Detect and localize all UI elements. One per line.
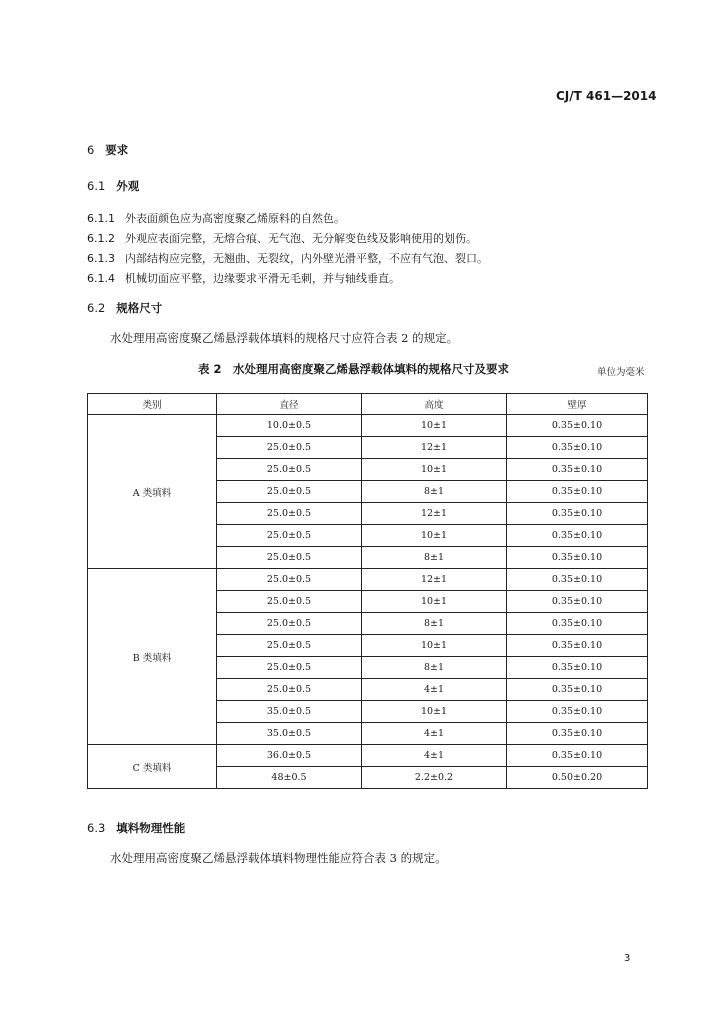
diameter-cell: 25.0±0.5 <box>217 679 362 701</box>
wall-thickness-cell: 0.35±0.10 <box>507 503 648 525</box>
section-title: 规格尺寸 <box>116 301 163 315</box>
section-6-3-heading <box>87 820 185 836</box>
wall-thickness-cell: 0.35±0.10 <box>507 591 648 613</box>
diameter-cell: 48±0.5 <box>217 767 362 789</box>
height-cell: 10±1 <box>362 525 507 547</box>
section-title: 要求 <box>105 143 129 157</box>
clause-number: 6.1.2 <box>87 232 115 245</box>
diameter-cell: 25.0±0.5 <box>217 635 362 657</box>
wall-thickness-cell: 0.35±0.10 <box>507 613 648 635</box>
clause-6-1-3 <box>87 250 488 266</box>
page-number: 3 <box>624 953 631 964</box>
section-number: 6.2 <box>87 301 106 315</box>
section-6-2-heading <box>87 300 162 316</box>
height-cell: 8±1 <box>362 657 507 679</box>
diameter-cell: 25.0±0.5 <box>217 547 362 569</box>
diameter-cell: 25.0±0.5 <box>217 481 362 503</box>
height-cell: 12±1 <box>362 503 507 525</box>
standard-code: CJ/T 461—2014 <box>556 89 657 103</box>
section-6-1-heading <box>87 178 139 194</box>
table-row <box>88 569 648 591</box>
wall-thickness-cell: 0.50±0.20 <box>507 767 648 789</box>
diameter-cell: 25.0±0.5 <box>217 657 362 679</box>
diameter-cell: 10.0±0.5 <box>217 415 362 437</box>
table-2-caption: 表 2 水处理用高密度聚乙烯悬浮载体填料的规格尺寸及要求 <box>198 362 510 376</box>
header-height: 高度 <box>362 394 507 415</box>
section-title: 填料物理性能 <box>116 821 186 835</box>
header-category: 类别 <box>88 394 217 415</box>
wall-thickness-cell: 0.35±0.10 <box>507 481 648 503</box>
wall-thickness-cell: 0.35±0.10 <box>507 525 648 547</box>
clause-text: 外表面颜色应为高密度聚乙烯原料的自然色。 <box>125 212 345 225</box>
header-diameter: 直径 <box>217 394 362 415</box>
table-2-unit: 单位为毫米 <box>597 367 645 378</box>
section-number: 6.3 <box>87 821 106 835</box>
clause-6-1-1 <box>87 210 345 226</box>
section-6-2-paragraph: 水处理用高密度聚乙烯悬浮载体填料的规格尺寸应符合表 2 的规定。 <box>110 331 459 345</box>
clause-number: 6.1.1 <box>87 212 115 225</box>
clause-text: 外观应表面完整，无熔合痕、无气泡、无分解变色线及影响使用的划伤。 <box>125 232 477 245</box>
wall-thickness-cell: 0.35±0.10 <box>507 437 648 459</box>
table-row <box>88 745 648 767</box>
diameter-cell: 25.0±0.5 <box>217 569 362 591</box>
diameter-cell: 35.0±0.5 <box>217 723 362 745</box>
height-cell: 10±1 <box>362 459 507 481</box>
height-cell: 10±1 <box>362 635 507 657</box>
table-2 <box>87 393 648 789</box>
clause-text: 机械切面应平整，边缘要求平滑无毛刺，并与轴线垂直。 <box>125 272 400 285</box>
category-cell: A 类填料 <box>88 415 217 569</box>
height-cell: 2.2±0.2 <box>362 767 507 789</box>
table-header-row <box>88 394 648 415</box>
wall-thickness-cell: 0.35±0.10 <box>507 635 648 657</box>
height-cell: 8±1 <box>362 613 507 635</box>
height-cell: 4±1 <box>362 745 507 767</box>
section-number: 6.1 <box>87 179 106 193</box>
diameter-cell: 25.0±0.5 <box>217 503 362 525</box>
diameter-cell: 25.0±0.5 <box>217 459 362 481</box>
category-cell: B 类填料 <box>88 569 217 745</box>
clause-text: 内部结构应完整，无翘曲、无裂纹，内外壁光滑平整，不应有气泡、裂口。 <box>125 252 488 265</box>
height-cell: 10±1 <box>362 591 507 613</box>
height-cell: 4±1 <box>362 723 507 745</box>
category-cell: C 类填料 <box>88 745 217 789</box>
height-cell: 8±1 <box>362 481 507 503</box>
wall-thickness-cell: 0.35±0.10 <box>507 459 648 481</box>
wall-thickness-cell: 0.35±0.10 <box>507 547 648 569</box>
diameter-cell: 36.0±0.5 <box>217 745 362 767</box>
clause-6-1-4 <box>87 270 400 286</box>
diameter-cell: 25.0±0.5 <box>217 525 362 547</box>
diameter-cell: 25.0±0.5 <box>217 591 362 613</box>
section-title: 外观 <box>116 179 140 193</box>
wall-thickness-cell: 0.35±0.10 <box>507 723 648 745</box>
section-6-3-paragraph: 水处理用高密度聚乙烯悬浮载体填料物理性能应符合表 3 的规定。 <box>110 851 447 865</box>
clause-number: 6.1.3 <box>87 252 115 265</box>
diameter-cell: 35.0±0.5 <box>217 701 362 723</box>
wall-thickness-cell: 0.35±0.10 <box>507 701 648 723</box>
wall-thickness-cell: 0.35±0.10 <box>507 657 648 679</box>
height-cell: 4±1 <box>362 679 507 701</box>
wall-thickness-cell: 0.35±0.10 <box>507 679 648 701</box>
height-cell: 8±1 <box>362 547 507 569</box>
clause-6-1-2 <box>87 230 477 246</box>
height-cell: 10±1 <box>362 701 507 723</box>
table-row <box>88 415 648 437</box>
height-cell: 12±1 <box>362 569 507 591</box>
wall-thickness-cell: 0.35±0.10 <box>507 745 648 767</box>
section-6-heading <box>87 142 128 158</box>
wall-thickness-cell: 0.35±0.10 <box>507 569 648 591</box>
diameter-cell: 25.0±0.5 <box>217 613 362 635</box>
height-cell: 12±1 <box>362 437 507 459</box>
header-wall-thickness: 壁厚 <box>507 394 648 415</box>
height-cell: 10±1 <box>362 415 507 437</box>
clause-number: 6.1.4 <box>87 272 115 285</box>
diameter-cell: 25.0±0.5 <box>217 437 362 459</box>
section-number: 6 <box>87 143 95 157</box>
wall-thickness-cell: 0.35±0.10 <box>507 415 648 437</box>
